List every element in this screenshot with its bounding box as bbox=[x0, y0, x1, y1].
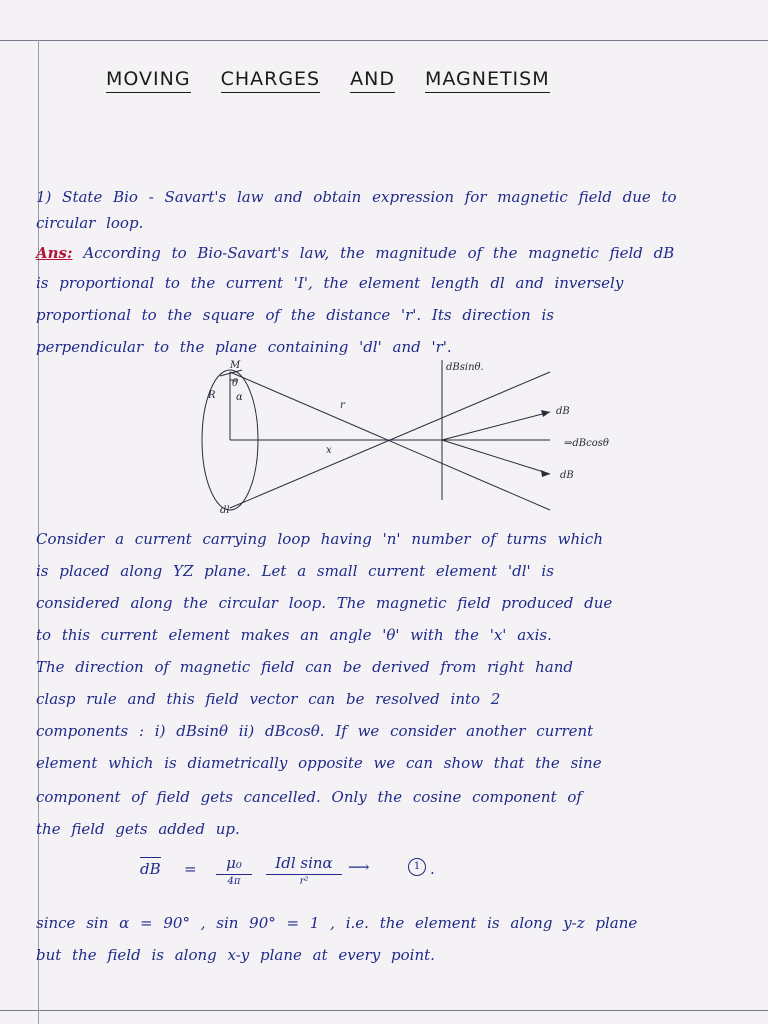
body-line-6: clasp rule and this field vector can be resolved into 2 bbox=[36, 690, 501, 708]
label-db: dB bbox=[556, 406, 570, 417]
answer-line-4: perpendicular to the plane containing 'dl' and 'r'. bbox=[36, 338, 452, 356]
equation-lhs: dB bbox=[140, 860, 161, 878]
question-line-2: circular loop. bbox=[36, 214, 144, 232]
answer-line-1 bbox=[36, 240, 748, 266]
ruled-line-bottom bbox=[0, 1010, 768, 1011]
label-dbcos: ⇒dBcosθ bbox=[564, 438, 609, 449]
equation-idl-numerator: Idl sinα bbox=[266, 854, 342, 875]
title-word-4: MAGNETISM bbox=[425, 68, 550, 93]
footer-line-2: but the field is along x-y plane at every point. bbox=[36, 946, 435, 964]
label-db-vector: dB bbox=[560, 470, 574, 481]
db-arrowhead bbox=[541, 410, 550, 417]
body-line-2: is placed along YZ plane. Let a small current element 'dl' is bbox=[36, 562, 554, 580]
equation-equals: = bbox=[184, 860, 197, 878]
equation-arrow: ⟶ bbox=[348, 858, 370, 876]
title-word-1: MOVING bbox=[106, 68, 191, 93]
equation-number: 1 bbox=[408, 858, 426, 876]
equation-mu-numerator: μ₀ bbox=[216, 854, 252, 875]
db-vector bbox=[442, 412, 550, 440]
equation-fraction-idl bbox=[266, 854, 342, 887]
body-line-8: element which is diametrically opposite we can show that the sine bbox=[36, 754, 602, 772]
question-line-1: 1) State Bio - Savart's law and obtain expression for magnetic field due to bbox=[36, 188, 677, 206]
label-m: M bbox=[230, 360, 241, 371]
equation-mu-denominator: 4π bbox=[227, 876, 241, 887]
page-title bbox=[106, 68, 606, 93]
answer-label: Ans: bbox=[36, 244, 73, 262]
body-line-7: components : i) dBsinθ ii) dBcosθ. If we consider another current bbox=[36, 722, 594, 740]
loop-field-diagram bbox=[190, 360, 660, 520]
body-line-3: considered along the circular loop. The magnetic field produced due bbox=[36, 594, 613, 612]
body-line-10: the field gets added up. bbox=[36, 820, 240, 838]
equation-idl-denominator: r² bbox=[299, 876, 309, 887]
title-word-2: CHARGES bbox=[221, 68, 321, 93]
footer-line-1: since sin α = 90° , sin 90° = 1 , i.e. the element is along y-z plane bbox=[36, 914, 638, 932]
label-alpha: α bbox=[236, 392, 243, 403]
label-x: x bbox=[326, 445, 332, 456]
ruled-line-top bbox=[0, 40, 768, 41]
body-line-4: to this current element makes an angle 'θ' with the 'x' axis. bbox=[36, 626, 552, 644]
db-vec-line bbox=[442, 440, 550, 474]
label-r-distance: r bbox=[340, 400, 345, 411]
answer-line-2: is proportional to the current 'I', the element length dl and inversely bbox=[36, 274, 624, 292]
answer-text-1: According to Bio-Savart's law, the magnitude of the magnetic field dB bbox=[83, 244, 675, 262]
answer-line-3: proportional to the square of the distance 'r'. Its direction is bbox=[36, 306, 554, 324]
label-r-radius: R bbox=[208, 390, 216, 401]
label-theta: θ bbox=[232, 378, 239, 389]
body-line-9: component of field gets cancelled. Only the cosine component of bbox=[36, 788, 582, 806]
body-line-1: Consider a current carrying loop having 'n' number of turns which bbox=[36, 530, 603, 548]
body-line-5: The direction of magnetic field can be derived from right hand bbox=[36, 658, 573, 676]
biot-savart-equation bbox=[130, 854, 460, 890]
label-dbsin: dBsinθ. bbox=[446, 362, 484, 373]
label-dl: dl bbox=[220, 505, 230, 516]
title-word-3: AND bbox=[350, 68, 395, 93]
equation-dot: . bbox=[430, 860, 435, 878]
equation-fraction-mu bbox=[216, 854, 252, 887]
